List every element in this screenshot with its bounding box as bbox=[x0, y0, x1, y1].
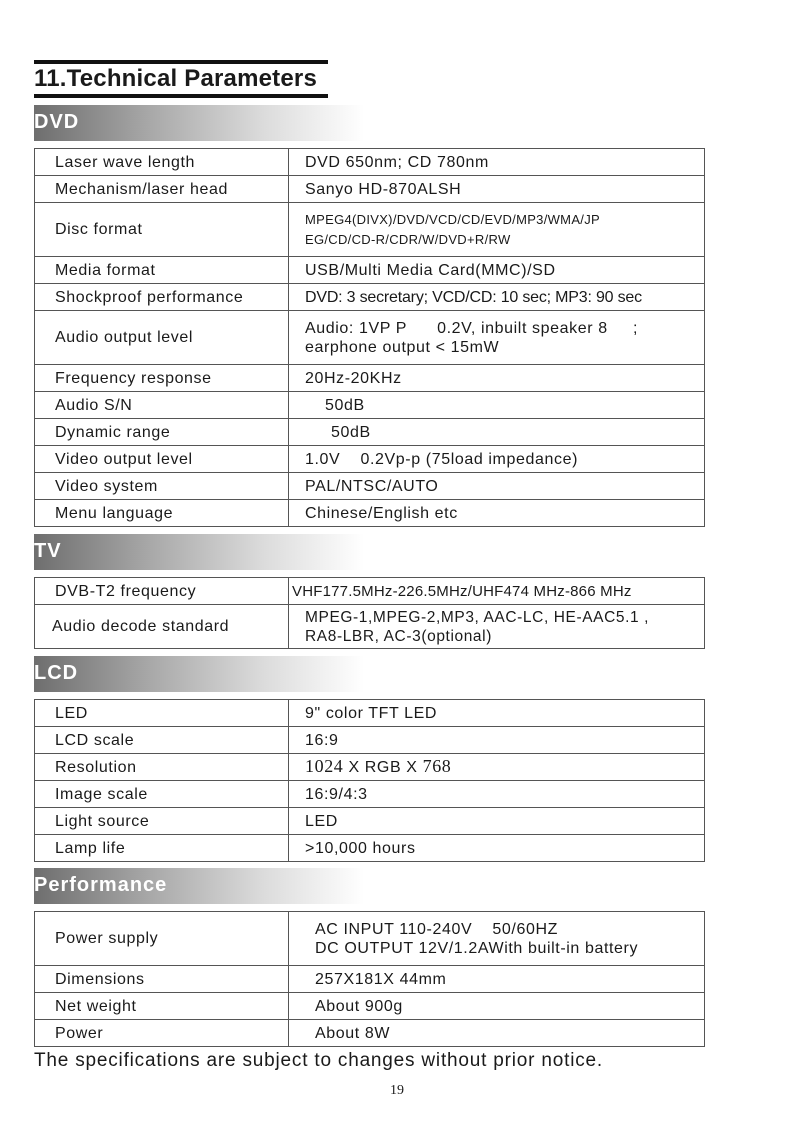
table-row bbox=[35, 311, 705, 365]
spec-value bbox=[289, 605, 705, 649]
spec-value: DVD 650nm; CD 780nm bbox=[289, 149, 705, 176]
spec-key: Image scale bbox=[35, 781, 289, 808]
table-row bbox=[35, 966, 705, 993]
table-row bbox=[35, 365, 705, 392]
table-row bbox=[35, 203, 705, 257]
table-row bbox=[35, 149, 705, 176]
spec-value bbox=[289, 754, 705, 781]
table-row bbox=[35, 605, 705, 649]
spec-key: Audio decode standard bbox=[35, 605, 289, 649]
spec-value-line: AC INPUT 110-240V 50/60HZ bbox=[315, 920, 558, 938]
spec-value-line: Audio: 1VP P 0.2V, inbuilt speaker 8 ; bbox=[305, 319, 638, 337]
spec-value: 16:9 bbox=[289, 727, 705, 754]
spec-key: Video system bbox=[35, 473, 289, 500]
table-row bbox=[35, 176, 705, 203]
table-row bbox=[35, 781, 705, 808]
section-label: TV bbox=[34, 540, 62, 562]
table-row bbox=[35, 284, 705, 311]
spec-key: Lamp life bbox=[35, 835, 289, 862]
table-row bbox=[35, 1020, 705, 1047]
spec-value: USB/Multi Media Card(MMC)/SD bbox=[289, 257, 705, 284]
spec-value: >10,000 hours bbox=[289, 835, 705, 862]
spec-key: Net weight bbox=[35, 993, 289, 1020]
spec-key: DVB-T2 frequency bbox=[35, 578, 289, 605]
resolution-width: 1024 bbox=[305, 756, 344, 776]
section-header-dvd bbox=[34, 105, 364, 141]
spec-key: Dynamic range bbox=[35, 419, 289, 446]
spec-key: Menu language bbox=[35, 500, 289, 527]
spec-value bbox=[289, 311, 705, 365]
table-row bbox=[35, 835, 705, 862]
lcd-spec-table bbox=[34, 699, 705, 862]
section-header-performance bbox=[34, 868, 364, 904]
spec-value: 50dB bbox=[289, 392, 705, 419]
table-row bbox=[35, 419, 705, 446]
spec-key: Resolution bbox=[35, 754, 289, 781]
spec-value: Sanyo HD-870ALSH bbox=[289, 176, 705, 203]
page-title bbox=[34, 60, 328, 100]
section-label: Performance bbox=[34, 874, 168, 896]
table-row bbox=[35, 912, 705, 966]
spec-value-line: earphone output < 15mW bbox=[305, 338, 500, 356]
table-row bbox=[35, 446, 705, 473]
table-row bbox=[35, 700, 705, 727]
section-label: DVD bbox=[34, 111, 80, 133]
resolution-height: 768 bbox=[422, 756, 452, 776]
spec-value: 257X181X 44mm bbox=[289, 966, 705, 993]
section-header-lcd bbox=[34, 656, 364, 692]
table-row bbox=[35, 392, 705, 419]
spec-value: LED bbox=[289, 808, 705, 835]
page-number: 19 bbox=[390, 1083, 404, 1098]
spec-key: Shockproof performance bbox=[35, 284, 289, 311]
spec-key: Mechanism/laser head bbox=[35, 176, 289, 203]
title-rule-top bbox=[34, 60, 328, 64]
spec-value: About 8W bbox=[289, 1020, 705, 1047]
table-row bbox=[35, 500, 705, 527]
table-row bbox=[35, 473, 705, 500]
spec-key: Disc format bbox=[35, 203, 289, 257]
spec-value: 50dB bbox=[289, 419, 705, 446]
spec-value: Chinese/English etc bbox=[289, 500, 705, 527]
table-row bbox=[35, 993, 705, 1020]
dvd-spec-table bbox=[34, 148, 705, 527]
performance-spec-table bbox=[34, 911, 705, 1047]
spec-key: Power bbox=[35, 1020, 289, 1047]
spec-value: VHF177.5MHz-226.5MHz/UHF474 MHz-866 MHz bbox=[289, 578, 705, 605]
spec-key: Power supply bbox=[35, 912, 289, 966]
spec-value: 16:9/4:3 bbox=[289, 781, 705, 808]
spec-key: LCD scale bbox=[35, 727, 289, 754]
spec-value bbox=[289, 203, 705, 257]
spec-value: PAL/NTSC/AUTO bbox=[289, 473, 705, 500]
table-row bbox=[35, 257, 705, 284]
spec-key: Audio S/N bbox=[35, 392, 289, 419]
table-row bbox=[35, 727, 705, 754]
footer-note: The specifications are subject to changes without prior notice. bbox=[34, 1050, 603, 1071]
spec-value-line: MPEG-1,MPEG-2,MP3, AAC-LC, HE-AAC5.1 , bbox=[305, 608, 650, 626]
spec-value: DVD: 3 secretary; VCD/CD: 10 sec; MP3: 90 sec bbox=[289, 284, 705, 311]
spec-value-line: DC OUTPUT 12V/1.2AWith built-in battery bbox=[315, 939, 639, 957]
spec-key: Dimensions bbox=[35, 966, 289, 993]
section-header-tv bbox=[34, 534, 364, 570]
spec-key: Media format bbox=[35, 257, 289, 284]
spec-key: Frequency response bbox=[35, 365, 289, 392]
spec-key: Video output level bbox=[35, 446, 289, 473]
spec-value: 1.0V 0.2Vp-p (75load impedance) bbox=[289, 446, 705, 473]
spec-value-line: MPEG4(DIVX)/DVD/VCD/CD/EVD/MP3/WMA/JP bbox=[305, 211, 600, 227]
spec-value-line: EG/CD/CD-R/CDR/W/DVD+R/RW bbox=[305, 231, 511, 247]
spec-value: 9" color TFT LED bbox=[289, 700, 705, 727]
title-rule-bottom bbox=[34, 94, 328, 98]
spec-value: About 900g bbox=[289, 993, 705, 1020]
spec-key: Audio output level bbox=[35, 311, 289, 365]
page-title-text: 11.Technical Parameters bbox=[34, 65, 317, 92]
tv-spec-table bbox=[34, 577, 705, 649]
table-row bbox=[35, 754, 705, 781]
spec-key: LED bbox=[35, 700, 289, 727]
section-label: LCD bbox=[34, 662, 79, 684]
spec-key: Light source bbox=[35, 808, 289, 835]
spec-value bbox=[289, 912, 705, 966]
spec-key: Laser wave length bbox=[35, 149, 289, 176]
spec-value-line: RA8-LBR, AC-3(optional) bbox=[305, 627, 492, 645]
spec-value: 20Hz-20KHz bbox=[289, 365, 705, 392]
table-row bbox=[35, 578, 705, 605]
table-row bbox=[35, 808, 705, 835]
resolution-middle: X RGB X bbox=[343, 759, 423, 776]
